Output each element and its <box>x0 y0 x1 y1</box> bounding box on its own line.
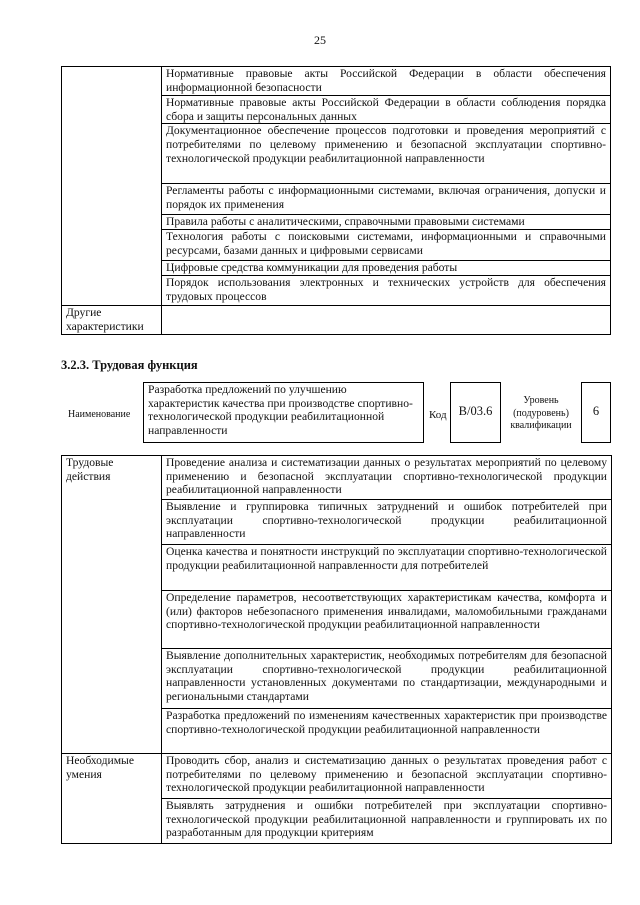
page-number: 25 <box>314 33 326 47</box>
knowledge-item: Цифровые средства коммуникации для проведения работы <box>162 261 611 276</box>
action-item: Проведение анализа и систематизации данных о результатах мероприятий по целевому применению и безопасной эксплуатации спортивно-технологической продукции реабилитационной направленности <box>162 456 612 500</box>
section-heading: 3.2.3. Трудовая функция <box>61 358 198 372</box>
knowledge-item: Регламенты работы с информационными системами, включая ограничения, допуски и порядок их применения <box>162 184 611 215</box>
knowledge-item: Порядок использования электронных и технических устройств для обеспечения трудовых процессов <box>162 276 611 306</box>
knowledge-item: Нормативные правовые акты Российской Федерации в области соблюдения порядка сбора и защиты персональных данных <box>162 96 611 124</box>
name-value: Разработка предложений по улучшению характеристик качества при производстве спортивно-технологической продукции реабилитационной направленности <box>148 383 413 438</box>
knowledge-table <box>61 66 611 335</box>
knowledge-item: Правила работы с аналитическими, справочными правовыми системами <box>162 215 611 230</box>
action-item: Оценка качества и понятности инструкций по эксплуатации спортивно-технологической продукции реабилитационной направленности для потребителей <box>162 545 612 591</box>
name-label: Наименование <box>68 409 131 420</box>
other-characteristics-label: Другие характеристики <box>62 306 162 334</box>
level-value-box <box>581 382 611 443</box>
level-label: Уровень (подуровень) квалификации <box>510 395 572 431</box>
knowledge-item: Технология работы с поисковыми системами, информационными и справочными ресурсами, базами данных и цифровыми сервисами <box>162 230 611 261</box>
function-table <box>61 455 612 844</box>
knowledge-label-cell <box>62 67 162 306</box>
action-item: Выявление дополнительных характеристик, необходимых потребителям для безопасной эксплуатации спортивно-технологической продукции реабилитационной направленности установленных документами по стандартизации, международными и региональными стандартами <box>162 649 612 709</box>
skills-label: Необходимые умения <box>62 754 162 844</box>
code-value: B/03.6 <box>458 404 493 418</box>
skill-item: Выявлять затруднения и ошибки потребителей при эксплуатации спортивно-технологической продукции реабилитационной направленности и группировать их по разработанным для продукции критериям <box>162 799 612 844</box>
level-value: 6 <box>592 404 600 418</box>
action-item: Разработка предложений по изменениям качественных характеристик при производстве спортивно-технологической продукции реабилитационной направленности <box>162 709 612 754</box>
action-item: Определение параметров, несоответствующих характеристикам качества, комфорта и (или) факторов небезопасного применения инвалидами, маломобильными гражданами спортивно-технологической продукции реабилитационной направленности <box>162 591 612 649</box>
knowledge-item: Документационное обеспечение процессов подготовки и проведения мероприятий с потребителями по целевому применению и безопасной эксплуатации спортивно-технологической продукции реабилитационной направленности <box>162 124 611 184</box>
code-label: Код <box>429 409 447 421</box>
code-value-box <box>450 382 501 443</box>
action-item: Выявление и группировка типичных затруднений и ошибок потребителей при эксплуатации спортивно-технологической продукции реабилитационной направленности <box>162 500 612 545</box>
actions-label: Трудовые действия <box>62 456 162 754</box>
knowledge-item: Нормативные правовые акты Российской Федерации в области обеспечения информационной безопасности <box>162 67 611 96</box>
skill-item: Проводить сбор, анализ и систематизацию данных о результатах проведения работ с потребителями по целевому применению и безопасной эксплуатации спортивно-технологической продукции реабилитационной направленности <box>162 754 612 799</box>
other-characteristics-value <box>162 306 611 334</box>
name-value-box <box>143 382 424 443</box>
